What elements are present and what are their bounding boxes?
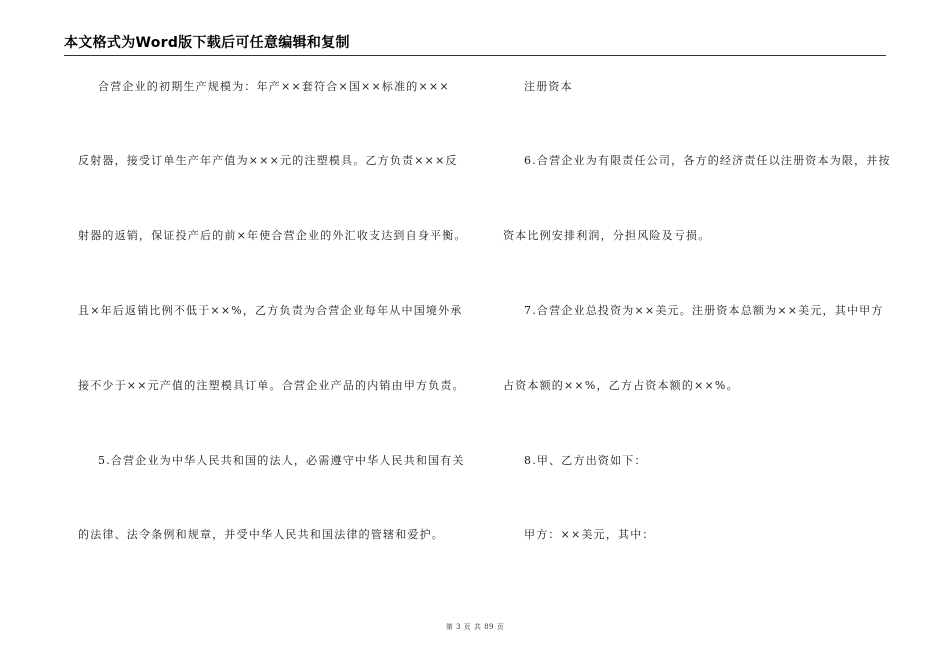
page-number-footer: 第 3 页 共 89 页: [445, 623, 505, 631]
left-line-5: 接不少于××元产值的注塑模具订单。合营企业产品的内销由甲方负责。: [78, 379, 465, 392]
left-line-1: 合营企业的初期生产规模为：年产××套符合×国××标准的×××: [98, 80, 450, 93]
right-line-1: 注册资本: [524, 80, 573, 93]
left-line-4: 且×年后返销比例不低于××%，乙方负责为合营企业每年从中国境外承: [78, 304, 463, 317]
left-line-6: 5.合营企业为中华人民共和国的法人，必需遵守中华人民共和国有关: [98, 454, 465, 467]
right-line-7: 甲方：××美元，其中：: [524, 528, 655, 541]
left-line-7: 的法律、法令条例和规章，并受中华人民共和国法律的管辖和爱护。: [78, 528, 444, 541]
right-line-6: 8.甲、乙方出资如下：: [524, 454, 647, 467]
left-line-2: 反射器，接受订单生产年产值为×××元的注塑模具。乙方负责×××反: [78, 154, 458, 167]
right-line-2: 6.合营企业为有限责任公司，各方的经济责任以注册资本为限，并按: [524, 154, 891, 167]
left-line-3: 射器的返销，保证投产后的前×年使合营企业的外汇收支达到自身平衡。: [78, 229, 467, 242]
right-line-3: 资本比例安排利润，分担风险及亏损。: [503, 229, 711, 242]
header-title: 本文格式为Word版下载后可任意编辑和复制: [64, 35, 350, 51]
page-header: [64, 33, 886, 56]
right-line-5: 占资本额的××%，乙方占资本额的××%。: [503, 379, 739, 392]
right-line-4: 7.合营企业总投资为××美元。注册资本总额为××美元，其中甲方: [524, 304, 884, 317]
